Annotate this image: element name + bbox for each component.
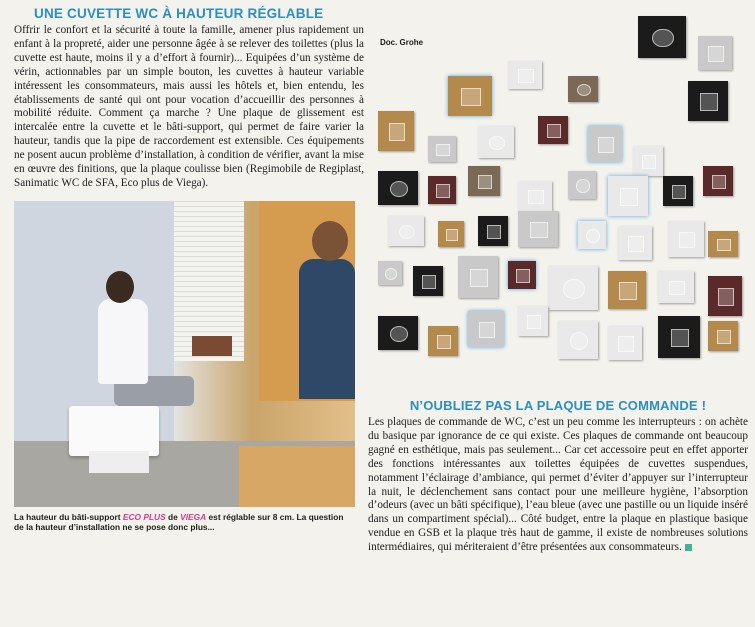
- photo-credit: Doc. Grohe: [380, 38, 424, 47]
- flush-plate: [378, 261, 402, 285]
- flush-plate: [558, 321, 598, 359]
- flush-plate: [688, 81, 728, 121]
- article1-body: Offrir le confort et la sécurité à toute la famille, amener plus rapidement un enfant à la propreté, aider une personne âgée à se relever des toilettes (plus la cuvette est haute, moins il y a d’effort à fournir)... Equipées d’un système de vérin, actionnables par un simple bouton, les cuvettes à hauteur variable intéressent les consommateurs, mais aussi les hôtels et, bien entendu, les établissements de santé qui ont pour vocation d’accueillir des personnes à mobilité réduite. Comment ça marche ? Une plaque de glissement est intercalée entre la cuvette et le bâti-support, qui permet de faire varier la hauteur, tandis que la pipe de raccordement est extensible. Ces équipements ne posent aucun problème d’installation, à condition de vérifier, avant la mise en œuvre des finitions, que la plaque coulisse bien (Regimobile de Regiplast, Sanimatic WC de SFA, Eco plus de Viega).: [14, 24, 364, 189]
- flush-plate: [518, 181, 552, 211]
- flush-plate: [608, 271, 646, 309]
- flush-plate: [478, 126, 514, 158]
- flush-plate: [468, 166, 500, 196]
- flush-plate: [508, 261, 536, 289]
- flush-plates-photo: [368, 6, 748, 396]
- flush-plate: [568, 171, 596, 199]
- flush-plate: [478, 216, 508, 246]
- flush-plate: [588, 126, 622, 162]
- flush-plate: [438, 221, 464, 247]
- article2-body: Les plaques de commande de WC, c’est un peu comme les interrupteurs : on achète du basique par ignorance de ce qui existe. Ces plaques de commande ont beaucoup gagné en esthétique, mais pas seulement... Car cet accessoire peut en effet apporter des fonctions intéressantes aux toilettes équipées de cuvettes suspendues, notamment l’éclairage d’ambiance, qui permet d’éviter d’appuyer sur l’interrupteur la nuit, le déclenchement sans contact pour une meilleure hygiène, l’absorption d’odeurs (avec un bâti spécifique), l’eau bleue (avec une pastille ou un liquide inséré dans un compartiment spécial)... Côté budget, entre la plaque en plastique basique vendue en GSB et la plaque très haut de gamme, il existe de nombreuses solutions intermédiaires, qui mériteraient d’être présentées aux consommateurs.: [368, 416, 748, 554]
- end-mark-icon: [685, 544, 692, 551]
- flush-plate: [708, 231, 738, 257]
- flush-plate: [703, 166, 733, 196]
- flush-plate: [518, 211, 558, 247]
- flush-plate: [663, 176, 693, 206]
- flush-plate: [608, 176, 648, 216]
- flush-plate: [448, 76, 492, 116]
- flush-plate: [468, 311, 504, 347]
- flush-plate: [548, 266, 598, 310]
- article-right: [368, 6, 748, 555]
- flush-plate: [428, 176, 456, 204]
- flush-plate: [508, 61, 542, 89]
- flush-plate: [428, 326, 458, 356]
- flush-plate: [568, 76, 598, 102]
- flush-plate: [378, 316, 418, 350]
- flush-plate: [658, 271, 694, 303]
- flush-plate: [698, 36, 732, 70]
- flush-plate: [633, 146, 663, 176]
- flush-plate: [578, 221, 606, 249]
- flush-plate: [458, 256, 498, 298]
- flush-plate: [428, 136, 456, 162]
- flush-plate: [658, 316, 700, 358]
- article2-heading: N’OUBLIEZ PAS LA PLAQUE DE COMMANDE !: [409, 398, 707, 413]
- flush-plate: [378, 111, 414, 151]
- flush-plate: [388, 216, 424, 246]
- flush-plate: [538, 116, 568, 144]
- flush-plate: [618, 226, 652, 260]
- article-left: [14, 6, 364, 533]
- article1-heading: UNE CUVETTE WC À HAUTEUR RÉGLABLE: [34, 6, 324, 21]
- flush-plate: [708, 276, 742, 316]
- flush-plate: [708, 321, 738, 351]
- flush-plate: [413, 266, 443, 296]
- flush-plate: [608, 326, 642, 360]
- flush-plate: [638, 16, 686, 58]
- flush-plate: [668, 221, 704, 257]
- bathroom-photo: [14, 201, 355, 507]
- photo-caption: La hauteur du bâti-support ECO PLUS de VIEGA est réglable sur 8 cm. La question de la hauteur d’installation ne se pose donc plus...: [14, 511, 344, 533]
- flush-plate: [378, 171, 418, 205]
- flush-plate: [518, 306, 548, 336]
